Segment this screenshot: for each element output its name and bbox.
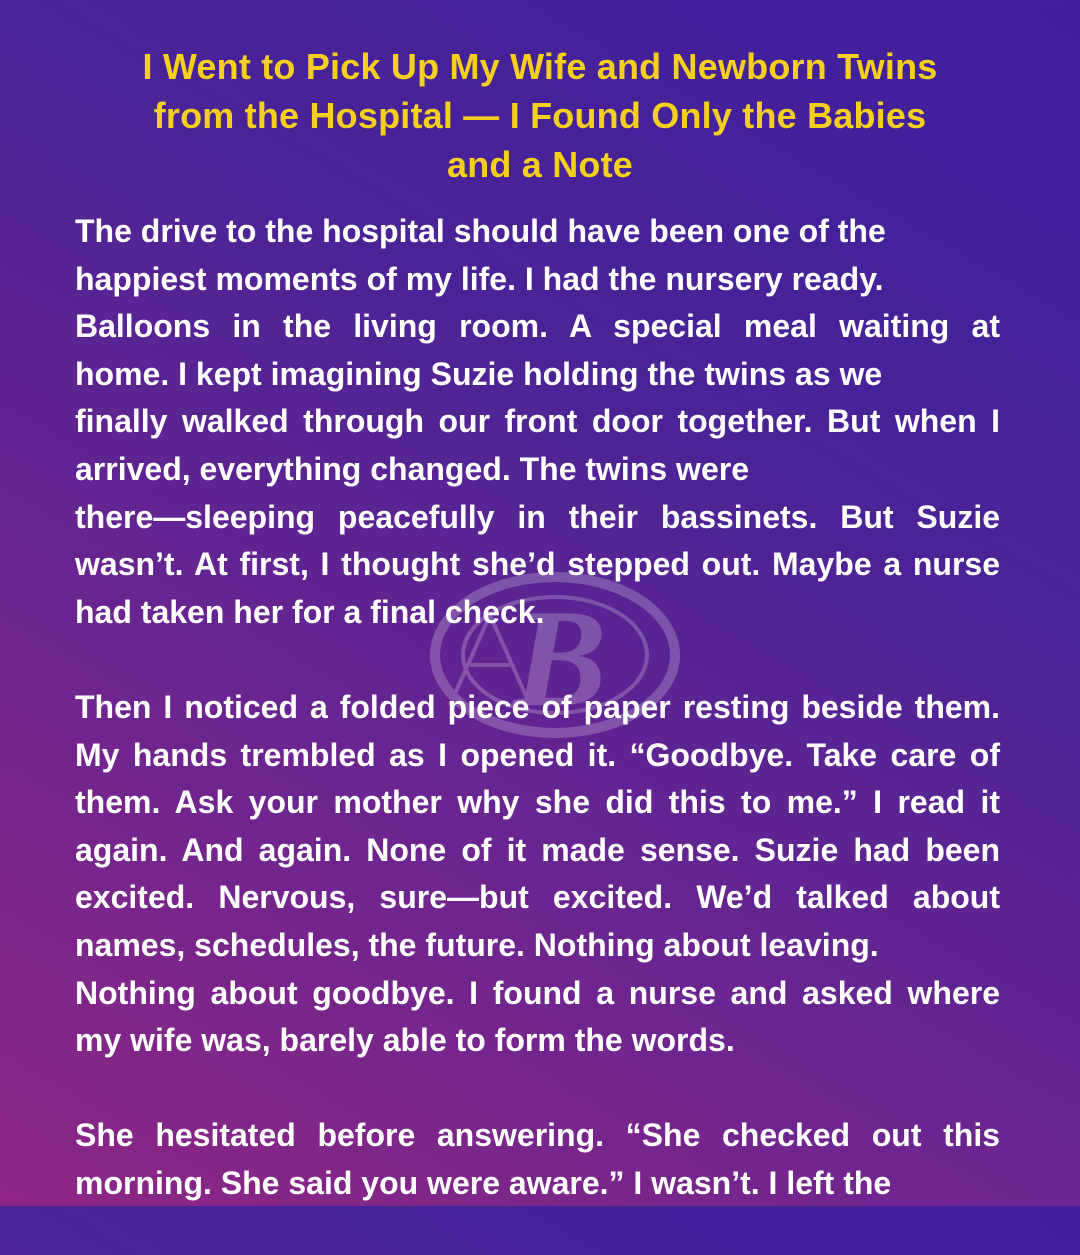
text-line: The drive to the hospital should have been one of the bbox=[75, 213, 886, 249]
text-line: again. And again. None of it made sense. Suzie had been bbox=[75, 831, 1000, 868]
text-line: happiest moments of my life. I had the nursery ready. bbox=[75, 260, 884, 297]
title-line: and a Note bbox=[446, 144, 634, 185]
text-line: morning. She said you were aware.” I wasn’t. I left the bbox=[75, 1164, 892, 1201]
watermark-letter: B bbox=[513, 581, 607, 736]
text-line: She hesitated before answering. “She checked out this bbox=[75, 1117, 1000, 1154]
story-body bbox=[75, 208, 1000, 1255]
text-line: home. I kept imagining Suzie holding the twins as we bbox=[75, 355, 883, 392]
article-title bbox=[100, 42, 980, 189]
story-paragraph bbox=[75, 684, 1000, 1065]
title-line: I Went to Pick Up My Wife and Newborn Twins bbox=[142, 46, 938, 87]
story-paragraph bbox=[75, 1112, 1000, 1207]
title-line: from the Hospital — I Found Only the Babies bbox=[153, 95, 927, 136]
text-line: had taken her for a final check. bbox=[75, 593, 545, 630]
text-line: Nothing about goodbye. I found a nurse and asked where bbox=[75, 974, 1000, 1011]
text-line: them. Ask your mother why she did this to me.” I read it bbox=[75, 784, 1000, 821]
story-paragraph bbox=[75, 208, 1000, 636]
text-line: there—sleeping peacefully in their bassinets. But Suzie bbox=[75, 498, 1000, 535]
text-line: wasn’t. At first, I thought she’d stepped out. Maybe a nurse bbox=[75, 546, 1000, 583]
text-line: Then I noticed a folded piece of paper resting beside them. bbox=[75, 688, 1000, 725]
text-line: arrived, everything changed. The twins were bbox=[75, 450, 749, 487]
text-line: My hands trembled as I opened it. “Goodbye. Take care of bbox=[75, 736, 1000, 773]
text-line: my wife was, barely able to form the words. bbox=[75, 1022, 735, 1059]
text-line: excited. Nervous, sure—but excited. We’d talked about bbox=[75, 879, 1000, 916]
text-line: Balloons in the living room. A special meal waiting at bbox=[75, 308, 1000, 345]
text-line: finally walked through our front door together. But when I bbox=[75, 403, 1000, 440]
text-line: names, schedules, the future. Nothing about leaving. bbox=[75, 926, 879, 963]
